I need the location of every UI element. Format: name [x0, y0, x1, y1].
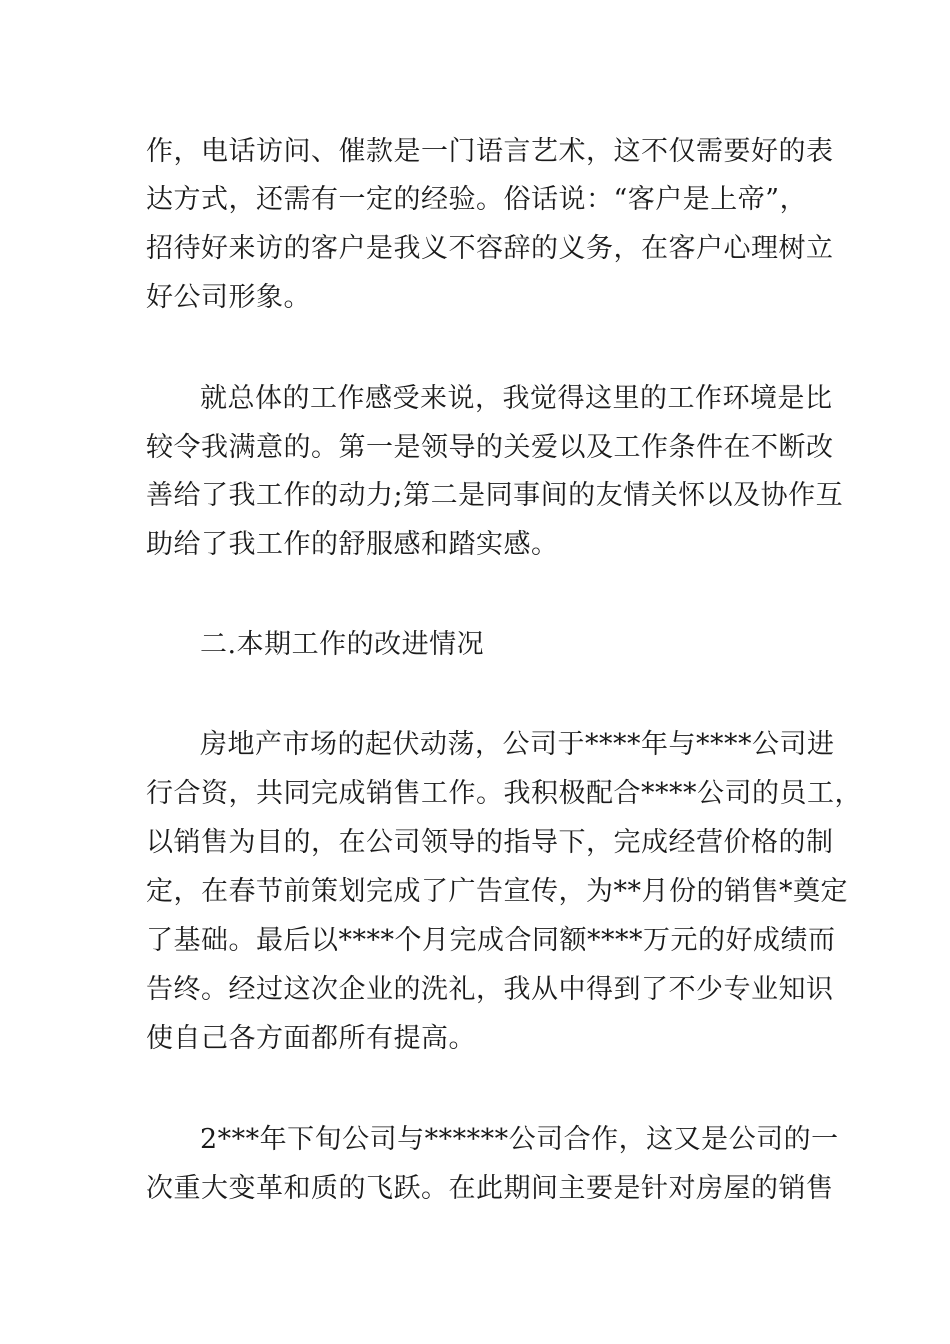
paragraph-2-line-2: 较令我满意的。第一是领导的关爱以及工作条件在不断改	[146, 432, 834, 463]
paragraph-3-line-4: 定，在春节前策划完成了广告宣传，为**月份的销售*奠定	[146, 876, 848, 907]
paragraph-1-line-1: 作，电话访问、催款是一门语言艺术，这不仅需要好的表	[146, 136, 834, 167]
paragraph-4-line-2: 次重大变革和质的飞跃。在此期间主要是针对房屋的销售	[146, 1173, 834, 1204]
paragraph-3-line-1: 房地产市场的起伏动荡，公司于****年与****公司进	[200, 729, 835, 760]
paragraph-3-line-3: 以销售为目的，在公司领导的指导下，完成经营价格的制	[146, 827, 834, 858]
paragraph-3-line-7: 使自己各方面都所有提高。	[146, 1023, 476, 1054]
paragraph-3-line-6: 告终。经过这次企业的洗礼，我从中得到了不少专业知识	[146, 974, 834, 1005]
paragraph-2-line-3: 善给了我工作的动力;第二是同事间的友情关怀以及协作互	[146, 480, 844, 511]
paragraph-4-line-1: 2***年下旬公司与******公司合作，这又是公司的一	[200, 1124, 839, 1155]
paragraph-1-line-2: 达方式，还需有一定的经验。俗话说：“客户是上帝”，	[146, 184, 808, 215]
paragraph-2-line-1: 就总体的工作感受来说，我觉得这里的工作环境是比	[200, 383, 833, 414]
paragraph-3-line-5: 了基础。最后以****个月完成合同额****万元的好成绩而	[146, 925, 836, 956]
section-heading: 二.本期工作的改进情况	[200, 629, 485, 660]
paragraph-3-line-2: 行合资，共同完成销售工作。我积极配合****公司的员工，	[146, 778, 862, 809]
paragraph-1-line-3: 招待好来访的客户是我义不容辞的义务，在客户心理树立	[146, 233, 834, 264]
paragraph-1-line-4: 好公司形象。	[146, 282, 311, 313]
paragraph-2-line-4: 助给了我工作的舒服感和踏实感。	[146, 529, 559, 560]
